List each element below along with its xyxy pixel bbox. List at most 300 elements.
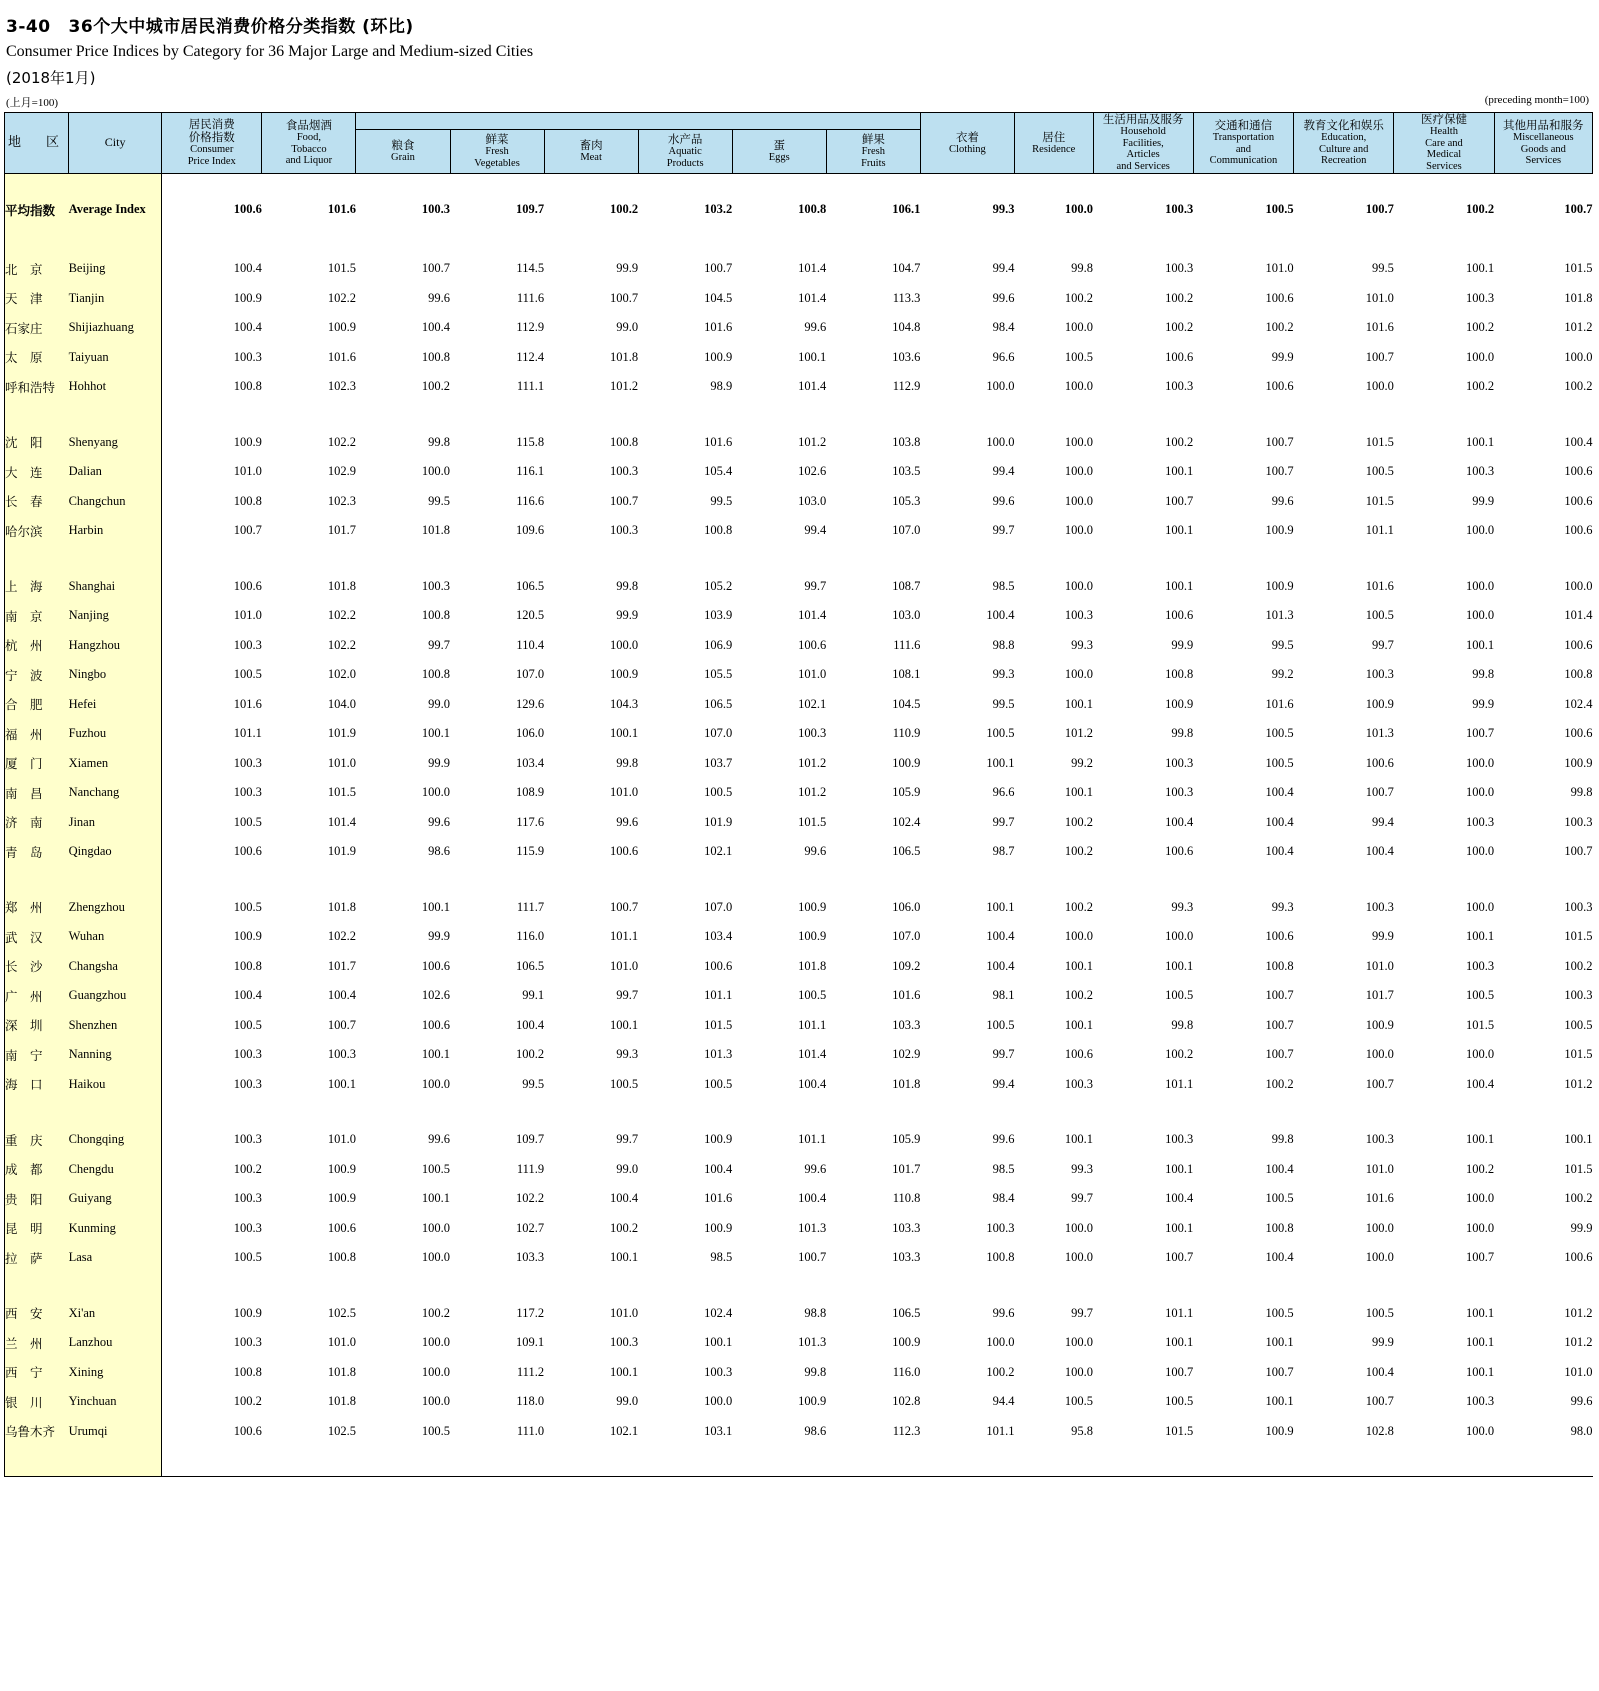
data-cell: 99.9	[1371, 929, 1394, 944]
data-cell: 101.8	[327, 578, 356, 593]
data-cell: 100.4	[986, 608, 1015, 623]
row-city-label: Guiyang	[69, 1184, 162, 1214]
data-cell: 100.0	[1465, 1220, 1495, 1235]
header-household	[1093, 113, 1193, 174]
data-cell	[1014, 232, 1093, 254]
data-cell: 100.3	[1465, 958, 1495, 973]
data-cell: 100.1	[421, 899, 451, 914]
data-cell: 109.2	[892, 958, 921, 973]
table-row	[5, 1184, 1593, 1214]
data-cell: 101.6	[704, 320, 733, 335]
row-city-label: Hangzhou	[69, 630, 162, 660]
header-group-row	[5, 113, 1593, 130]
data-cell: 100.9	[798, 899, 827, 914]
header-cpi-zh: 居民消费 价格指数	[188, 117, 235, 145]
data-cell: 100.7	[233, 523, 262, 538]
data-cell	[1014, 1099, 1093, 1125]
data-cell: 100.1	[1064, 1132, 1094, 1147]
data-cell: 99.5	[710, 493, 733, 508]
row-region-label: 南 宁	[5, 1040, 69, 1070]
data-cell: 100.1	[421, 1191, 451, 1206]
data-cell: 100.0	[1465, 1047, 1495, 1062]
data-cell: 99.6	[992, 1132, 1015, 1147]
data-cell: 99.9	[616, 261, 639, 276]
data-cell	[826, 866, 920, 892]
data-cell: 99.5	[522, 1076, 545, 1091]
data-cell: 94.4	[992, 1394, 1015, 1409]
data-cell: 99.3	[992, 202, 1015, 217]
data-cell: 100.7	[610, 493, 639, 508]
data-cell: 100.3	[233, 1047, 262, 1062]
data-cell: 100.2	[610, 1220, 639, 1235]
row-region-label: 沈 阳	[5, 427, 69, 457]
data-cell: 100.2	[1064, 290, 1094, 305]
header-health	[1394, 113, 1494, 174]
row-group-gap	[5, 545, 1593, 571]
data-cell: 100.6	[1165, 608, 1194, 623]
data-cell	[1014, 1272, 1093, 1298]
data-cell	[262, 1272, 356, 1298]
data-cell	[732, 866, 826, 892]
data-cell	[1093, 1446, 1193, 1477]
table-row	[5, 342, 1593, 372]
data-cell: 100.5	[1064, 1394, 1094, 1409]
data-cell: 99.0	[616, 1394, 639, 1409]
data-cell	[262, 1446, 356, 1477]
data-cell: 100.0	[1465, 349, 1495, 364]
row-city-label: Chengdu	[69, 1154, 162, 1184]
data-cell	[262, 545, 356, 571]
data-cell	[732, 173, 826, 188]
data-cell: 102.3	[327, 379, 356, 394]
table-row	[5, 1213, 1593, 1243]
data-cell: 100.6	[1265, 379, 1294, 394]
data-cell: 100.8	[233, 1364, 262, 1379]
data-cell: 106.5	[892, 844, 921, 859]
data-cell: 100.5	[1365, 1305, 1394, 1320]
data-cell: 102.5	[327, 1423, 356, 1438]
data-cell	[356, 1446, 450, 1477]
data-cell: 100.1	[1165, 1335, 1194, 1350]
data-cell: 101.3	[1265, 608, 1294, 623]
rule-cell	[5, 1476, 69, 1477]
data-cell: 100.3	[1465, 464, 1495, 479]
data-cell: 100.6	[1265, 290, 1294, 305]
page-title-en: Consumer Price Indices by Category for 36 Major Large and Medium-sized Cities	[6, 43, 534, 60]
data-cell: 100.5	[1564, 1017, 1593, 1032]
data-cell: 95.8	[1071, 1423, 1094, 1438]
data-cell: 102.4	[704, 1305, 733, 1320]
data-cell: 103.6	[892, 349, 921, 364]
row-region-label: 青 岛	[5, 837, 69, 867]
data-cell: 100.9	[233, 434, 262, 449]
data-cell: 101.0	[610, 958, 639, 973]
data-cell: 100.1	[1165, 578, 1194, 593]
data-cell: 100.1	[1465, 1364, 1495, 1379]
data-cell: 100.0	[1064, 578, 1094, 593]
data-cell: 100.7	[610, 290, 639, 305]
data-cell: 100.9	[1165, 696, 1194, 711]
data-cell: 101.5	[1465, 1017, 1495, 1032]
data-cell: 100.5	[704, 1076, 733, 1091]
data-cell: 99.7	[616, 1132, 639, 1147]
row-region-label: 银 川	[5, 1387, 69, 1417]
data-cell: 100.6	[1564, 523, 1593, 538]
data-cell: 100.0	[986, 1335, 1015, 1350]
data-cell	[356, 232, 450, 254]
data-cell: 100.8	[421, 608, 451, 623]
row-city-label: Harbin	[69, 516, 162, 546]
data-cell: 99.8	[1071, 261, 1094, 276]
data-cell	[544, 545, 638, 571]
table-row	[5, 748, 1593, 778]
table-row	[5, 427, 1593, 457]
data-cell: 100.0	[1064, 379, 1094, 394]
data-cell: 102.1	[798, 696, 827, 711]
header-grain-zh: 粮食	[391, 138, 415, 153]
data-cell: 103.9	[704, 608, 733, 623]
data-cell: 100.0	[1064, 464, 1094, 479]
data-cell: 100.3	[233, 637, 262, 652]
data-cell: 100.4	[1265, 785, 1294, 800]
data-cell: 100.0	[1064, 493, 1094, 508]
data-cell	[1294, 866, 1394, 892]
data-cell: 98.6	[804, 1423, 827, 1438]
data-cell: 100.3	[1465, 1394, 1495, 1409]
data-cell	[1193, 401, 1293, 427]
data-cell: 100.9	[704, 349, 733, 364]
data-cell: 100.8	[233, 379, 262, 394]
data-cell: 100.8	[327, 1250, 356, 1265]
table-row	[5, 283, 1593, 313]
data-cell: 102.1	[610, 1423, 639, 1438]
data-cell: 100.4	[515, 1017, 545, 1032]
header-eggs	[732, 130, 826, 174]
row-city-label: Qingdao	[69, 837, 162, 867]
data-cell: 101.0	[1365, 1161, 1394, 1176]
data-cell: 100.6	[798, 637, 827, 652]
data-cell	[450, 1099, 544, 1125]
data-cell: 99.4	[1371, 814, 1394, 829]
data-cell: 100.3	[233, 1220, 262, 1235]
data-cell: 103.0	[892, 608, 921, 623]
header-residence-en: Residence	[1032, 143, 1076, 155]
data-cell: 99.5	[428, 493, 451, 508]
data-cell: 100.7	[1165, 1364, 1194, 1379]
data-cell: 101.7	[1365, 988, 1394, 1003]
data-cell: 102.2	[327, 608, 356, 623]
data-cell: 99.2	[1071, 755, 1094, 770]
data-cell: 100.5	[1265, 1191, 1294, 1206]
data-cell: 100.8	[421, 667, 451, 682]
data-cell: 102.4	[892, 814, 921, 829]
data-cell: 100.8	[610, 434, 639, 449]
header-misc-en: Miscellaneous Goods and Services	[1512, 131, 1574, 167]
row-region-label: 北 京	[5, 254, 69, 284]
row-city-label	[69, 1446, 162, 1477]
data-cell: 99.8	[428, 434, 451, 449]
row-city-label: Fuzhou	[69, 719, 162, 749]
data-cell: 115.9	[516, 844, 545, 859]
data-cell: 99.7	[992, 814, 1015, 829]
data-cell: 101.0	[798, 667, 827, 682]
data-cell: 100.6	[1564, 1250, 1593, 1265]
data-cell: 100.6	[1564, 637, 1593, 652]
table-row	[5, 807, 1593, 837]
data-cell: 100.1	[1165, 464, 1194, 479]
row-region-label	[5, 1446, 69, 1477]
data-cell: 100.1	[1064, 958, 1094, 973]
data-cell: 99.9	[1472, 696, 1495, 711]
data-cell: 100.6	[1365, 755, 1394, 770]
data-cell: 99.5	[1271, 637, 1294, 652]
data-cell	[162, 232, 262, 254]
row-region-label: 呼和浩特	[5, 372, 69, 402]
data-cell: 100.3	[1365, 667, 1394, 682]
header-food-en: Food, Tobacco and Liquor	[285, 131, 333, 167]
table-row	[5, 486, 1593, 516]
data-cell: 102.0	[327, 667, 356, 682]
data-cell: 113.3	[892, 290, 921, 305]
data-cell: 101.1	[798, 1132, 827, 1147]
row-region-label: 哈尔滨	[5, 516, 69, 546]
data-cell: 100.1	[1465, 929, 1495, 944]
data-cell: 99.6	[992, 290, 1015, 305]
row-city-label: Lanzhou	[69, 1328, 162, 1358]
data-cell: 101.4	[798, 608, 827, 623]
data-cell	[638, 401, 732, 427]
data-cell	[732, 401, 826, 427]
data-cell: 101.2	[1064, 726, 1094, 741]
row-region-label	[5, 1272, 69, 1298]
data-cell: 100.1	[610, 1250, 639, 1265]
data-cell	[732, 1272, 826, 1298]
page-title-zh	[0, 8, 1599, 39]
data-cell: 100.2	[515, 1047, 545, 1062]
data-cell	[920, 173, 1014, 188]
data-cell: 100.7	[1365, 202, 1394, 217]
header-food-subgroup-band	[356, 113, 920, 130]
data-cell	[1093, 545, 1193, 571]
row-region-label: 太 原	[5, 342, 69, 372]
data-cell: 100.1	[610, 1017, 639, 1032]
row-city-label: Xi'an	[69, 1298, 162, 1328]
data-cell: 101.4	[327, 814, 356, 829]
data-cell: 100.0	[1365, 1250, 1394, 1265]
data-cell	[1014, 866, 1093, 892]
data-cell: 100.1	[1564, 1132, 1593, 1147]
data-cell: 100.1	[798, 349, 827, 364]
data-cell: 101.1	[986, 1423, 1015, 1438]
data-cell: 99.1	[522, 988, 545, 1003]
header-fruits-zh: 鲜果	[861, 132, 885, 147]
table-row	[5, 689, 1593, 719]
data-cell: 99.6	[428, 1132, 451, 1147]
header-eggs-en: Eggs	[768, 152, 790, 163]
data-cell: 100.0	[1064, 667, 1094, 682]
data-cell: 100.4	[610, 1191, 639, 1206]
header-household-zh: 生活用品及服务	[1102, 112, 1184, 126]
data-cell: 103.4	[515, 755, 545, 770]
data-cell: 100.1	[1465, 1132, 1495, 1147]
row-region-label	[5, 1099, 69, 1125]
data-cell: 100.1	[1165, 523, 1194, 538]
data-cell: 100.5	[1265, 755, 1294, 770]
data-cell: 100.5	[233, 667, 262, 682]
data-cell	[162, 1446, 262, 1477]
row-city-label: Urumqi	[69, 1416, 162, 1446]
data-cell	[920, 401, 1014, 427]
data-cell: 100.7	[1365, 1076, 1394, 1091]
row-region-label: 南 昌	[5, 778, 69, 808]
data-cell: 99.3	[616, 1047, 639, 1062]
data-cell: 99.7	[992, 523, 1015, 538]
data-cell: 100.0	[986, 379, 1015, 394]
table-row	[5, 660, 1593, 690]
data-cell: 102.8	[1365, 1423, 1394, 1438]
row-group-gap	[5, 401, 1593, 427]
rule-cell	[638, 1476, 732, 1477]
data-cell: 100.7	[798, 1250, 827, 1265]
data-cell	[732, 1099, 826, 1125]
data-cell: 101.6	[1365, 320, 1394, 335]
data-cell: 100.3	[1564, 988, 1593, 1003]
row-city-label: Lasa	[69, 1243, 162, 1273]
data-cell	[262, 866, 356, 892]
data-cell: 98.8	[992, 637, 1015, 652]
data-cell: 98.7	[992, 844, 1015, 859]
data-cell: 99.0	[616, 320, 639, 335]
data-cell: 101.0	[233, 608, 262, 623]
rule-cell	[732, 1476, 826, 1477]
data-cell: 100.7	[1265, 1017, 1294, 1032]
data-cell	[1294, 401, 1394, 427]
header-misc	[1494, 113, 1592, 174]
data-cell: 100.0	[1564, 578, 1593, 593]
header-grain	[356, 130, 450, 174]
data-cell: 100.6	[233, 578, 262, 593]
data-cell: 102.9	[327, 464, 356, 479]
data-cell	[1093, 401, 1193, 427]
data-cell: 101.0	[1365, 958, 1394, 973]
data-cell	[1294, 545, 1394, 571]
data-cell: 99.7	[1071, 1305, 1094, 1320]
row-region-label: 深 圳	[5, 1010, 69, 1040]
data-cell	[920, 545, 1014, 571]
data-cell	[544, 401, 638, 427]
data-cell: 112.9	[516, 320, 545, 335]
data-cell: 100.2	[233, 1161, 262, 1176]
data-cell: 104.5	[704, 290, 733, 305]
data-cell: 100.6	[421, 1017, 451, 1032]
row-city-label	[69, 401, 162, 427]
data-cell: 100.7	[1365, 1394, 1394, 1409]
data-cell: 98.4	[992, 320, 1015, 335]
row-region-label: 海 口	[5, 1069, 69, 1099]
row-region-label: 拉 萨	[5, 1243, 69, 1273]
data-cell: 105.9	[892, 785, 921, 800]
data-cell: 110.4	[516, 637, 545, 652]
row-region-label: 成 都	[5, 1154, 69, 1184]
data-cell: 109.6	[515, 523, 545, 538]
data-cell: 103.3	[515, 1250, 545, 1265]
data-cell: 100.3	[1165, 261, 1194, 276]
data-cell: 100.0	[1064, 1220, 1094, 1235]
data-cell: 109.7	[515, 202, 545, 217]
data-cell: 101.2	[798, 755, 827, 770]
row-group-gap	[5, 1272, 1593, 1298]
data-cell: 110.9	[892, 726, 921, 741]
data-cell	[162, 173, 262, 188]
data-cell: 110.8	[892, 1191, 921, 1206]
data-cell	[262, 232, 356, 254]
data-cell: 102.2	[327, 290, 356, 305]
data-cell	[356, 1272, 450, 1298]
table-row	[5, 1010, 1593, 1040]
data-cell: 100.5	[986, 726, 1015, 741]
data-cell: 101.0	[610, 785, 639, 800]
table-row	[5, 372, 1593, 402]
data-cell: 100.3	[1465, 814, 1495, 829]
header-cpi	[162, 113, 262, 174]
data-cell: 101.5	[1564, 929, 1593, 944]
row-region-label: 郑 州	[5, 892, 69, 922]
row-region-label: 贵 阳	[5, 1184, 69, 1214]
data-cell: 100.9	[798, 929, 827, 944]
page-title-period: (2018年1月)	[6, 69, 96, 87]
data-cell: 102.4	[1564, 696, 1593, 711]
data-cell: 100.7	[1165, 493, 1194, 508]
data-cell: 100.6	[1564, 726, 1593, 741]
data-cell: 101.4	[1564, 608, 1593, 623]
header-transport-zh: 交通和通信	[1214, 117, 1273, 132]
data-cell: 117.2	[516, 1305, 545, 1320]
data-cell	[638, 232, 732, 254]
row-city-label: Average Index	[69, 188, 162, 232]
data-cell: 100.9	[704, 1220, 733, 1235]
data-cell: 100.3	[1165, 379, 1194, 394]
data-cell	[450, 173, 544, 188]
data-cell: 100.9	[233, 1305, 262, 1320]
data-cell	[1093, 232, 1193, 254]
header-education-zh: 教育文化和娱乐	[1303, 117, 1384, 132]
data-cell: 99.9	[1472, 493, 1495, 508]
data-cell: 100.3	[421, 202, 451, 217]
row-city-label: Jinan	[69, 807, 162, 837]
data-cell: 103.0	[798, 493, 827, 508]
data-cell: 112.3	[892, 1423, 921, 1438]
row-city-label: Chongqing	[69, 1125, 162, 1155]
data-cell: 100.0	[1064, 320, 1094, 335]
data-cell: 101.6	[1265, 696, 1294, 711]
row-region-label: 南 京	[5, 601, 69, 631]
data-cell: 101.2	[798, 434, 827, 449]
data-cell	[826, 1446, 920, 1477]
data-cell: 111.7	[516, 899, 545, 914]
data-cell: 102.6	[798, 464, 827, 479]
header-region	[5, 113, 69, 174]
data-cell: 99.6	[804, 1161, 827, 1176]
data-cell	[1193, 232, 1293, 254]
data-cell	[1394, 173, 1494, 188]
data-cell: 100.0	[704, 1394, 733, 1409]
data-cell: 106.5	[892, 1305, 921, 1320]
data-cell: 100.6	[1265, 929, 1294, 944]
row-city-label: Taiyuan	[69, 342, 162, 372]
data-cell: 100.2	[1165, 320, 1194, 335]
data-cell	[1394, 232, 1494, 254]
data-cell	[450, 545, 544, 571]
